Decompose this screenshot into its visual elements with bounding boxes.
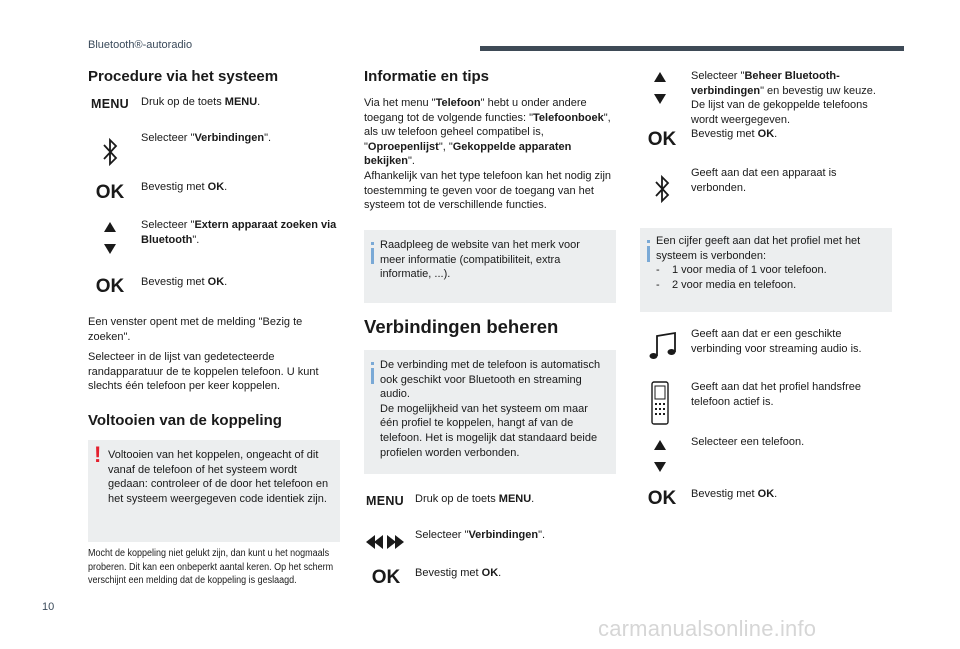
- warning-text: Voltooien van het koppelen, ongeacht of dit vanaf de telefoon of het systeem wordt gedaan: controleer of de door het telefoon en het systeem weergegeven code identiek zijn.: [108, 449, 329, 505]
- step-text: Geeft aan dat een apparaat is verbonden.: [691, 167, 837, 194]
- watermark: carmanualsonline.info: [598, 616, 817, 641]
- bluetooth-icon: [650, 171, 674, 207]
- section-title-info: Informatie en tips: [364, 68, 490, 85]
- info-icon: [647, 240, 650, 262]
- section-header: Bluetooth®-autoradio: [88, 39, 193, 51]
- step-text: Bevestig met OK.: [141, 181, 228, 193]
- section-title-manage: Verbindingen beheren: [364, 316, 559, 337]
- menu-icon: MENU: [90, 97, 129, 111]
- info-note-text: Een cijfer geeft aan dat het profiel met het systeem is verbonden: - 1 voor media of 1 voor telefoon. - 2 voor media en telefoon.: [656, 235, 861, 291]
- paragraph: Een venster opent met de melding "Bezig te zoeken".: [88, 316, 303, 343]
- info-note-box: [640, 228, 892, 312]
- paragraph: Selecteer in de lijst van gedetecteerde randapparatuur de te koppelen telefoon. U kunt slechts één telefoon per keer koppelen.: [88, 351, 319, 393]
- step-text: Bevestig met OK.: [141, 276, 228, 288]
- step-text: Bevestig met OK.: [691, 488, 778, 500]
- info-icon: [371, 362, 374, 384]
- info-note-box: [364, 350, 616, 474]
- step-text: Druk op de toets MENU.: [415, 493, 535, 505]
- ok-icon: OK: [647, 488, 677, 509]
- info-note-text: Raadpleeg de website van het merk voor meer informatie (compatibiliteit, extra informatie, ...).: [380, 239, 580, 281]
- step-text: Selecteer "Beheer Bluetooth-verbindingen" en bevestig uw keuze. De lijst van de gekoppelde telefoons wordt weergegeven. Bevestig met OK.: [691, 70, 876, 141]
- up-down-arrows-icon: [648, 438, 672, 474]
- info-paragraph: Via het menu "Telefoon" hebt u onder andere toegang tot de volgende functies: "Telefoonboek", als uw telefoon geheel compatibel is, "Oproepenlijst", "Gekoppelde apparaten bekijken". Afhankelijk van het type telefoon kan het nodig zijn toestemming te geven voor de toegang van het systeem tot de verschillende functies.: [364, 97, 612, 212]
- step-text: Geeft aan dat er een geschikte verbinding voor streaming audio is.: [691, 328, 862, 355]
- step-text: Selecteer een telefoon.: [691, 436, 805, 448]
- info-note-text: De verbinding met de telefoon is automatisch ook geschikt voor Bluetooth en streaming audio. De mogelijkheid van het systeem om maar één profiel te koppelen, hangt af van de telefoon. Het is mogelijk dat standaard beide profielen worden verbonden.: [380, 359, 601, 459]
- step-text: Druk op de toets MENU.: [141, 96, 261, 108]
- menu-icon: MENU: [365, 494, 404, 508]
- section-title-procedure: Procedure via het systeem: [88, 68, 279, 85]
- section-title-completion: Voltooien van de koppeling: [88, 412, 282, 429]
- step-text: Selecteer "Verbindingen".: [141, 132, 272, 144]
- step-text: Geeft aan dat het profiel handsfree telefoon actief is.: [691, 381, 862, 408]
- ok-icon: OK: [647, 129, 677, 150]
- up-down-arrows-icon: [98, 220, 122, 256]
- ok-icon: OK: [95, 182, 125, 203]
- small-note: Mocht de koppeling niet gelukt zijn, dan kunt u het nogmaals proberen. Dit kan een onbeperkt aantal keren. Op het scherm verschijnt een melding dat de koppeling is geslaagd.: [88, 548, 334, 586]
- step-text: Selecteer "Verbindingen".: [415, 529, 546, 541]
- page-number: 10: [42, 601, 55, 613]
- bluetooth-icon: [98, 134, 122, 170]
- up-down-arrows-icon: [648, 70, 672, 106]
- step-text: Selecteer "Extern apparaat zoeken via Bluetooth".: [141, 219, 337, 246]
- music-note-icon: [646, 328, 680, 364]
- phone-icon: [648, 380, 672, 426]
- step-text: Bevestig met OK.: [415, 567, 502, 579]
- ok-icon: OK: [95, 276, 125, 297]
- header-bar: [480, 46, 904, 51]
- ok-icon: OK: [371, 567, 401, 588]
- warning-icon: !: [94, 442, 102, 467]
- info-note-box: [364, 230, 616, 303]
- left-right-arrows-icon: [362, 530, 408, 554]
- info-icon: [371, 242, 374, 264]
- warning-box: [88, 440, 340, 542]
